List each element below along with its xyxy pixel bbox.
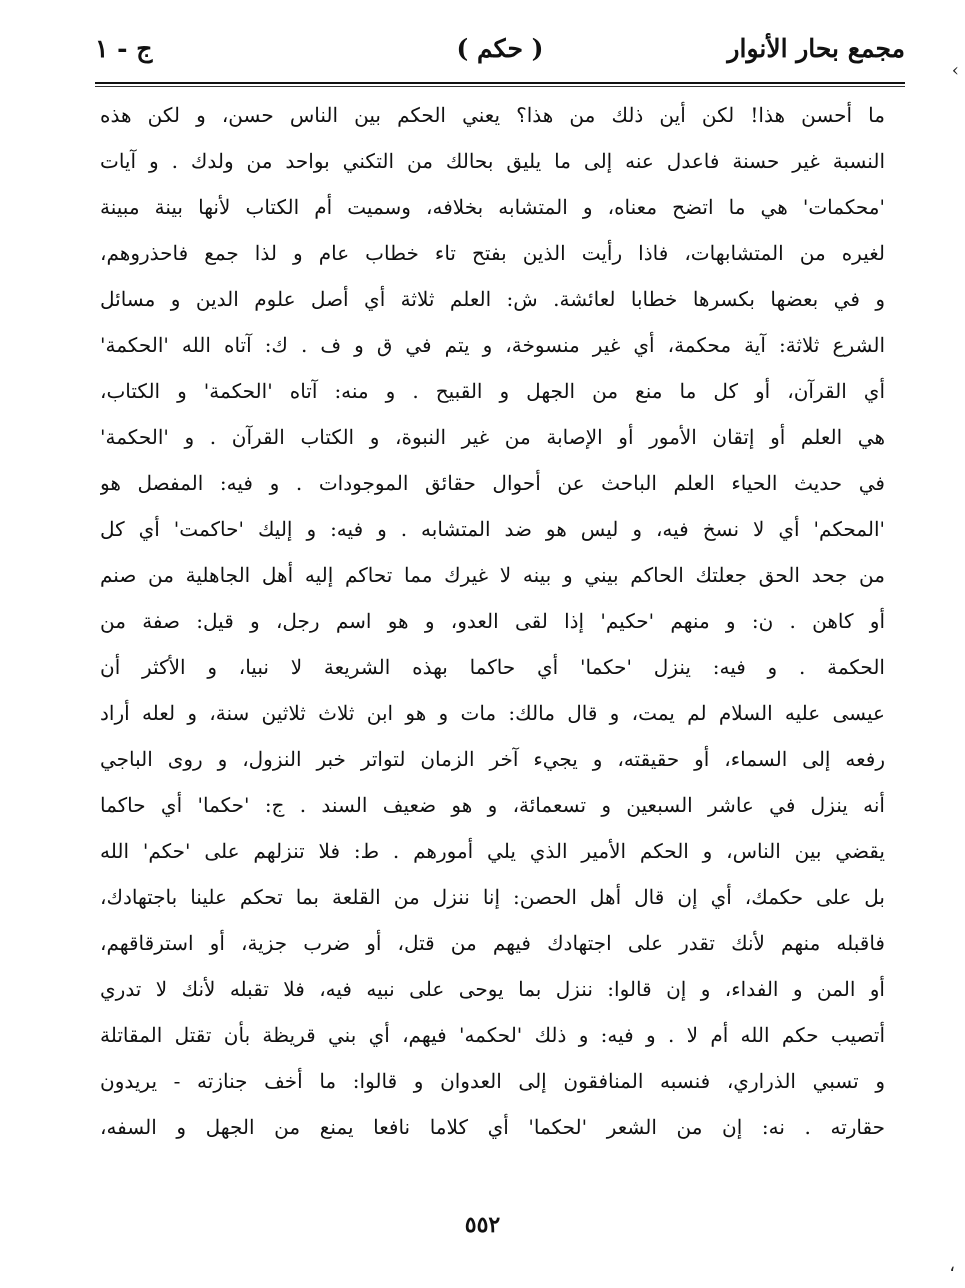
margin-mark-bottom: ،: [949, 1255, 955, 1276]
text-line: في حديث الحياء العلم الباحث عن أحوال حقائق الموجودات . و فيه: المفصل هو: [100, 471, 885, 495]
text-line: هي العلم أو إتقان الأمور أو الإصابة من غير النبوة، و الكتاب القرآن . و 'الحكمة': [100, 425, 885, 449]
margin-mark-top: ‹: [951, 60, 959, 81]
text-line: 'محكمات' هي ما اتضح معناه، و المتشابه بخلافه، وسميت أم الكتاب لأنها بينة مبينة: [100, 195, 885, 219]
body-text: [100, 92, 885, 1150]
text-line: لغيره من المتشابهات، فاذا رأيت الذين بفتح تاء خطاب عام و لذا جمع فاحذروهم،: [100, 241, 885, 265]
text-line: عيسى عليه السلام لم يمت، و قال مالك: مات و هو ابن ثلاث ثلاثين سنة، و لعله أراد: [100, 701, 885, 725]
header-rule-thin: [95, 86, 905, 87]
text-line: من جحد الحق جعلتك الحاكم بيني و بينه لا غيرك مما تحاكم إليه أهل الجاهلية من صنم: [100, 563, 885, 587]
text-line: حقارته . نه: إن من الشعر 'لحكما' أي كلاما نافعا يمنع من الجهل و السفه،: [100, 1115, 885, 1139]
page-number: ٥٥٢: [464, 1212, 501, 1238]
text-line: النسبة غير حسنة فاعدل عنه إلى ما يليق بحالك من التكني بواحد من ولدك . و آيات: [100, 149, 885, 173]
text-line: أو كاهن . ن: و منهم 'حكيم' إذا لقى العدو، و هو اسم رجل، و قيل: صفة من: [100, 609, 885, 633]
text-line: بل على حكمك، أي إن قال أهل الحصن: إنا ننزل من القلعة بما تحكم علينا باجتهادك،: [100, 885, 885, 909]
text-line: و تسبي الذراري، فنسبه المنافقون إلى العدوان و قالوا: ما أخف جنازته - يريدون: [100, 1069, 885, 1093]
text-line: يقضي بين الناس، و الحكم الأمير الذي يلي أمورهم . ط: فلا تنزلهم على 'حكم' الله: [100, 839, 885, 863]
text-line: أو المن و الفداء، و إن قالوا: ننزل بما يوحى على نبيه فيه، فلا تقبله لأنك لا تدري: [100, 977, 885, 1001]
volume-label: ج - ١: [95, 34, 153, 63]
entry-word: ( حكم ): [456, 34, 544, 63]
text-line: فاقبله منهم لأنك تقدر على اجتهادك فيهم من قتل، أو ضرب جزية، أو استرقاقهم،: [100, 931, 885, 955]
text-line: رفعه إلى السماء، أو حقيقته، و يجيء آخر الزمان لتواتر خبر النزول، و روى الباجي: [100, 747, 885, 771]
text-line: أنه ينزل في عاشر السبعين و تسعمائة، و هو ضعيف السند . ج: 'حكما' أي حاكما: [100, 793, 885, 817]
text-line: أتصيب حكم الله أم لا . و فيه: و ذلك 'لحكمه' فيهم، أي بني قريظة بأن تقتل المقاتلة: [100, 1023, 885, 1047]
text-line: الشرع ثلاثة: آية محكمة، أي غير منسوخة، و يتم في ق و ف . ك: آتاه الله 'الحكمة': [100, 333, 885, 357]
text-line: 'المحكم' أي لا نسخ فيه، و ليس هو ضد المتشابه . و فيه: و إليك 'حاكمت' أي كل: [100, 517, 885, 541]
header-rule: [95, 82, 905, 84]
page-header: [95, 28, 905, 78]
text-line: ما أحسن هذا! لكن أين ذلك من هذا؟ يعني الحكم بين الناس حسن، و لكن هذه: [100, 103, 885, 127]
text-line: أي القرآن، أو كل ما منع من الجهل و القبيح . و منه: آتاه 'الحكمة' و الكتاب،: [100, 379, 885, 403]
text-line: الحكمة . و فيه: ينزل 'حكما' أي حاكما بهذه الشريعة لا نبيا، و الأكثر أن: [100, 655, 885, 679]
text-line: و في بعضها بكسرها خطابا لعائشة. ش: العلم ثلاثة أي أصل علوم الدين و مسائل: [100, 287, 885, 311]
book-title: مجمع بحار الأنوار: [727, 34, 905, 63]
